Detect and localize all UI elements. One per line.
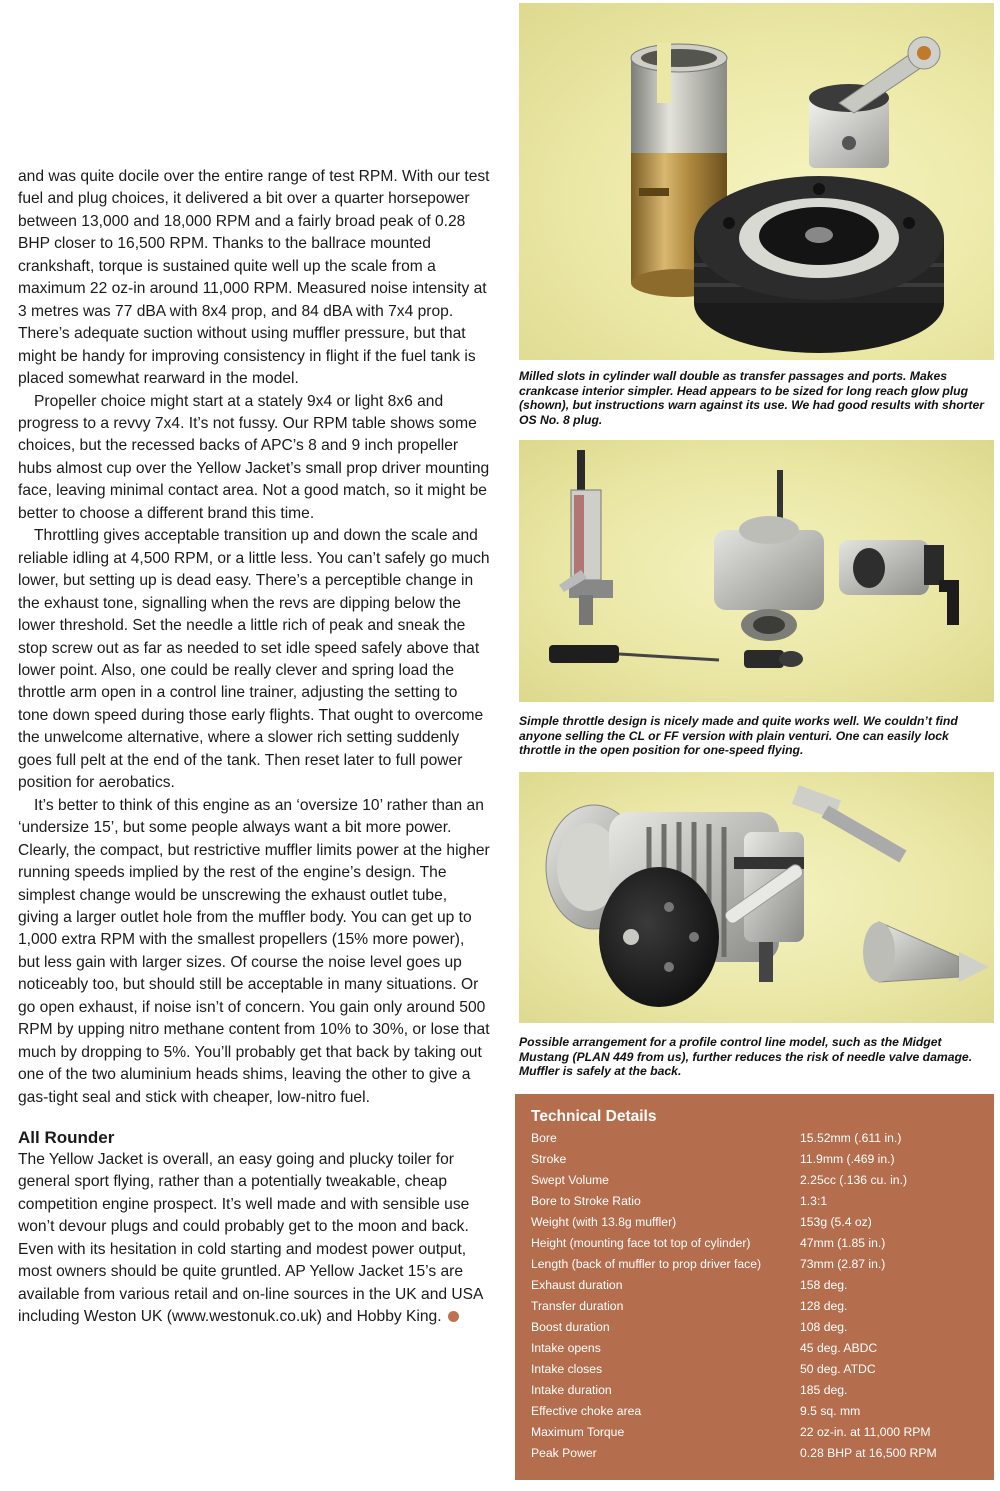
tech-value: 153g (5.4 oz): [800, 1215, 872, 1229]
tech-label: Transfer duration: [531, 1299, 624, 1313]
tech-row: [531, 1212, 986, 1233]
tech-label: Maximum Torque: [531, 1425, 625, 1439]
tech-value: 22 oz-in. at 11,000 RPM: [800, 1425, 931, 1439]
tech-value: 2.25cc (.136 cu. in.): [800, 1173, 908, 1187]
tech-value: 128 deg.: [800, 1299, 848, 1313]
tech-value: 185 deg.: [800, 1383, 848, 1397]
tech-value: 50 deg. ATDC: [800, 1362, 876, 1376]
tech-row: [531, 1422, 986, 1443]
photo-throttle-parts: [519, 440, 994, 702]
tech-label: Weight (with 13.8g muffler): [531, 1215, 677, 1229]
photo-caption-3: Possible arrangement for a profile control line model, such as the Midget Mustang (PLAN 449 from us), further reduces the risk of needle valve damage. Muffler is safely at the back.: [519, 1035, 973, 1079]
carburettor-body-shape: [714, 470, 824, 641]
tech-value: 0.28 BHP at 16,500 RPM: [800, 1446, 937, 1460]
article-paragraph: and was quite docile over the entire range of test RPM. With our test fuel and plug choices, it delivered a bit over a quarter horsepower between 13,000 and 18,000 RPM and a fairly broad peak of 0.28 BHP closer to 16,500 RPM. Thanks to the ballrace mounted crankshaft, torque is sustained quite well up the scale from a maximum 22 oz-in around 11,000 RPM. Measured noise intensity at 3 metres was 77 dBA with 8x4 prop, and 84 dBA with 7x4 prop. There’s adequate suction without using muffler pressure, but that might be handy for improving consistency in flight if the fuel tank is placed somewhat rearward in the model.: [18, 168, 490, 388]
tech-label: Intake closes: [531, 1362, 603, 1376]
tech-row: [531, 1254, 986, 1275]
prop-driver-shape: [863, 922, 989, 982]
tech-value: 1.3:1: [800, 1194, 828, 1208]
photo-caption-1: Milled slots in cylinder wall double as transfer passages and ports. Makes crankcase interior simpler. Head appears to be sized for long reach glow plug (shown), but instructions warn against its use. We had good results with shorter OS No. 8 plug.: [519, 369, 984, 427]
tech-label: Stroke: [531, 1152, 567, 1166]
tech-row: [531, 1149, 986, 1170]
tech-row: [531, 1233, 986, 1254]
tech-value: 11.9mm (.469 in.): [800, 1152, 895, 1166]
tech-label: Swept Volume: [531, 1173, 609, 1187]
engine-parts-illustration: [519, 3, 994, 360]
photo-caption-2: Simple throttle design is nicely made and quite works well. We couldn’t find anyone selling the CL or FF version with plain venturi. One can easily lock throttle in the open position for one-speed flying.: [519, 714, 958, 758]
tech-row: [531, 1401, 986, 1422]
closing-paragraph-text: The Yellow Jacket is overall, an easy going and plucky toiler for general sport flying, rather than a potentially tweakable, cheap competition engine prospect. It’s well made and with sensible use won’t devour plugs and could probably get to the moon and back. Even with its hesitation in cold starting and modest power output, most owners should be quite gruntled. AP Yellow Jacket 15’s are available from various retail and on-line sources in the UK and USA including Weston UK (www.westonuk.co.uk) and Hobby King.: [18, 1151, 483, 1326]
tech-label: Length (back of muffler to prop driver face): [531, 1257, 762, 1271]
needle-and-arm-shape: [549, 645, 803, 668]
needle-valve-shape: [559, 450, 613, 625]
piston-conrod-shape: [809, 37, 940, 168]
closing-paragraph: [18, 1149, 490, 1329]
technical-details-title: Technical Details: [531, 1108, 657, 1125]
tech-row: [531, 1338, 986, 1359]
throttle-parts-illustration: [519, 440, 994, 702]
article-body: [18, 166, 490, 1329]
tech-value: 47mm (1.85 in.): [800, 1236, 886, 1250]
tech-row: [531, 1359, 986, 1380]
section-heading: All Rounder: [18, 1128, 115, 1148]
tech-label: Intake opens: [531, 1341, 601, 1355]
tech-label: Bore: [531, 1131, 557, 1145]
tech-value: 158 deg.: [800, 1278, 848, 1292]
tech-value: 108 deg.: [800, 1320, 848, 1334]
tech-label: Height (mounting face tot top of cylinder): [531, 1236, 751, 1250]
tech-label: Bore to Stroke Ratio: [531, 1194, 641, 1208]
tech-row: [531, 1443, 986, 1464]
tech-value: 9.5 sq. mm: [800, 1404, 861, 1418]
engine-head-face-shape: [599, 867, 719, 1007]
tech-row: [531, 1317, 986, 1338]
article-paragraph: Throttling gives acceptable transition up and down the scale and reliable idling at 4,500 RPM, or a little less. You can’t safely go much lower, but setting up is dead easy. There’s a perceptible change in the exhaust tone, signalling when the revs are dipping below the lower threshold. Set the needle a little rich of peak and sneak the stop screw out as far as needed to set idle speed safely above that lower point. Also, one could be really clever and spring load the throttle arm open in a control line trainer, adjusting the setting to tone down speed during those early flights. That ought to overcome the unwelcome alternative, where a slower rich setting suddenly goes full pelt at the end of the tank. Then reset later to full power position for aerobatics.: [18, 527, 490, 792]
tech-label: Boost duration: [531, 1320, 610, 1334]
tech-row: [531, 1128, 986, 1149]
tech-value: 15.52mm (.611 in.): [800, 1131, 902, 1145]
tech-label: Exhaust duration: [531, 1278, 623, 1292]
tech-value: 73mm (2.87 in.): [800, 1257, 886, 1271]
tech-row: [531, 1191, 986, 1212]
photo-cylinder-piston-head: [519, 3, 994, 360]
tech-label: Effective choke area: [531, 1404, 642, 1418]
tech-row: [531, 1275, 986, 1296]
tech-row: [531, 1380, 986, 1401]
tech-label: Peak Power: [531, 1446, 597, 1460]
throttle-barrel-shape: [839, 540, 959, 625]
tech-label: Intake duration: [531, 1383, 612, 1397]
cylinder-head-shape: [694, 176, 944, 353]
photo-assembled-engine: [519, 772, 994, 1023]
tech-value: 45 deg. ABDC: [800, 1341, 878, 1355]
article-paragraph: It’s better to think of this engine as an ‘oversize 10’ rather than an ‘undersize 15’, but some people always want a bit more power. Clearly, the compact, but restrictive muffler limits power at the higher running speeds implied by the rest of the engine’s design. The simplest change would be unscrewing the exhaust outlet tube, giving a larger outlet hole from the muffler body. You can get up to 1,000 extra RPM with the smallest propellers (15% more power), but less gain with larger sizes. Of course the noise level goes up noticeably too, but should still be acceptable in many situations. Or go open exhaust, if noise isn’t of concern. You gain only around 500 RPM by upping nitro methane content from 10% to 30%, or lose that much by dropping to 5%. You’ll probably get that back by taking out one of the two aluminium heads shims, leaving the other to give a gas-tight seal and stick with cheaper, low-nitro fuel.: [18, 796, 490, 1106]
assembled-engine-illustration: [519, 772, 994, 1023]
tech-row: [531, 1170, 986, 1191]
article-paragraph: Propeller choice might start at a stately 9x4 or light 8x6 and progress to a revvy 7x4. It’s not fussy. Our RPM table shows some choices, but the recessed backs of APC’s 8 and 9 inch propeller hubs almost cup over the Yellow Jacket’s small prop driver mounting face, leaving minimal contact area. Not a good match, so it might be better to choose a different brand this time.: [18, 392, 490, 522]
tech-row: [531, 1296, 986, 1317]
end-of-article-dot-icon: [448, 1311, 459, 1322]
technical-details-box: [515, 1094, 994, 1480]
